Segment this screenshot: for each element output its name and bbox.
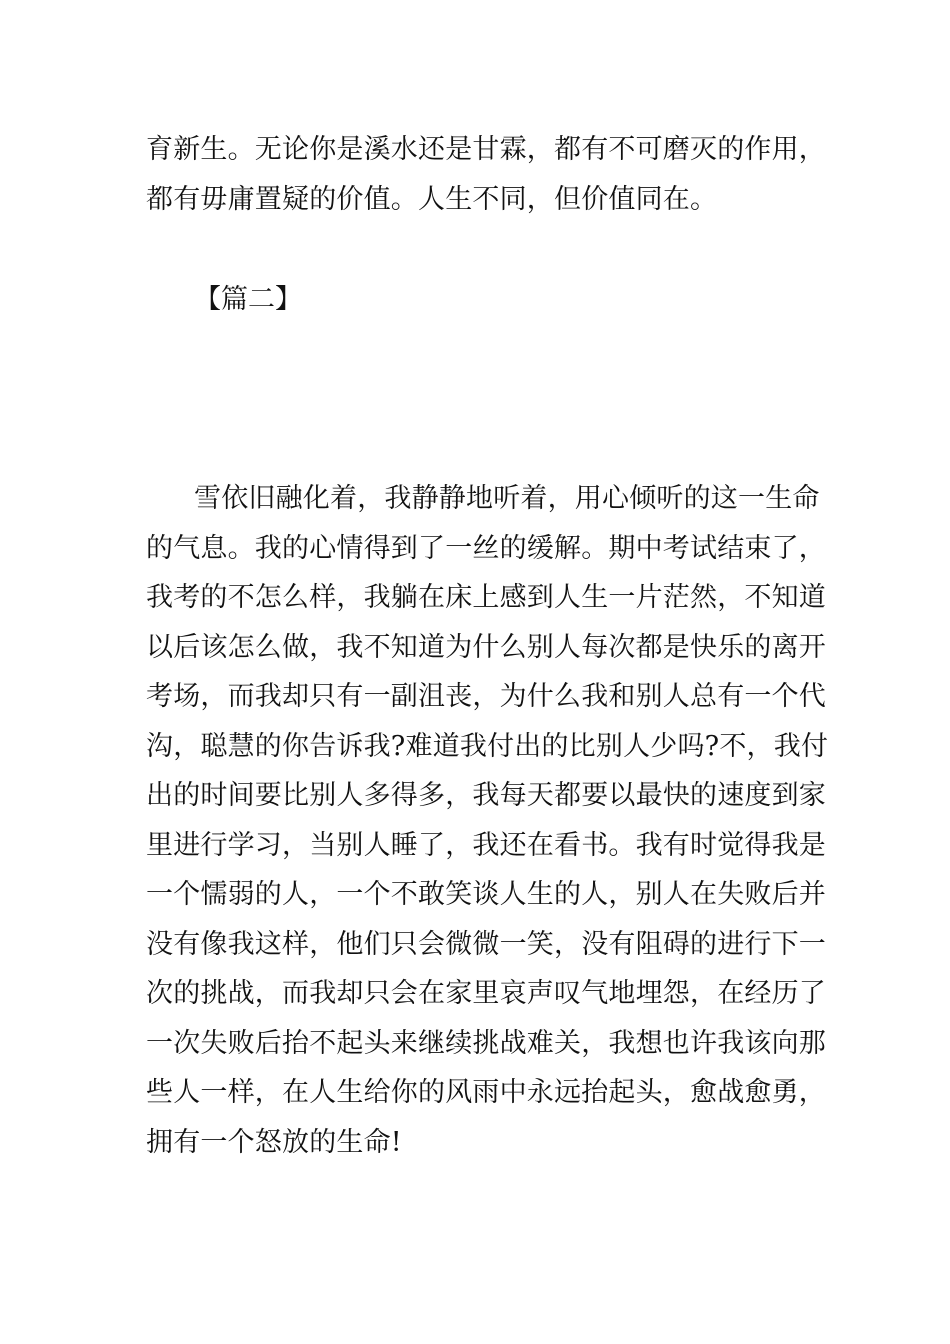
main-paragraph-line-9: 一个懦弱的人，一个不敢笑谈人生的人，别人在失败后并 (146, 879, 826, 910)
main-paragraph-line-6: 沟，聪慧的你告诉我?难道我付出的比别人少吗?不，我付 (146, 731, 829, 762)
main-paragraph-line-8: 里进行学习，当别人睡了，我还在看书。我有时觉得我是 (146, 830, 826, 861)
top-paragraph-line-1: 育新生。无论你是溪水还是甘霖，都有不可磨灭的作用， (146, 134, 826, 165)
main-paragraph-line-12: 一次失败后抬不起头来继续挑战难关，我想也许我该向那 (146, 1028, 826, 1059)
main-paragraph-line-1: 雪依旧融化着，我静静地听着，用心倾听的这一生命 (194, 483, 820, 514)
main-paragraph-line-13: 些人一样，在人生给你的风雨中永远抬起头，愈战愈勇， (146, 1077, 826, 1108)
main-paragraph-line-10: 没有像我这样，他们只会微微一笑，没有阻碍的进行下一 (146, 929, 826, 960)
main-paragraph-line-5: 考场，而我却只有一副沮丧，为什么我和别人总有一个代 (146, 681, 826, 712)
main-paragraph-line-14: 拥有一个怒放的生命! (146, 1127, 402, 1158)
main-paragraph-line-2: 的气息。我的心情得到了一丝的缓解。期中考试结束了， (146, 533, 826, 564)
section-heading: 【篇二】 (194, 284, 302, 315)
main-paragraph-line-11: 次的挑战，而我却只会在家里哀声叹气地埋怨，在经历了 (146, 978, 826, 1009)
main-paragraph-line-7: 出的时间要比别人多得多，我每天都要以最快的速度到家 (146, 780, 826, 811)
top-paragraph-line-2: 都有毋庸置疑的价值。人生不同，但价值同在。 (146, 184, 718, 215)
main-paragraph-line-4: 以后该怎么做，我不知道为什么别人每次都是快乐的离开 (146, 632, 826, 663)
main-paragraph-line-3: 我考的不怎么样，我躺在床上感到人生一片茫然，不知道 (146, 582, 826, 613)
